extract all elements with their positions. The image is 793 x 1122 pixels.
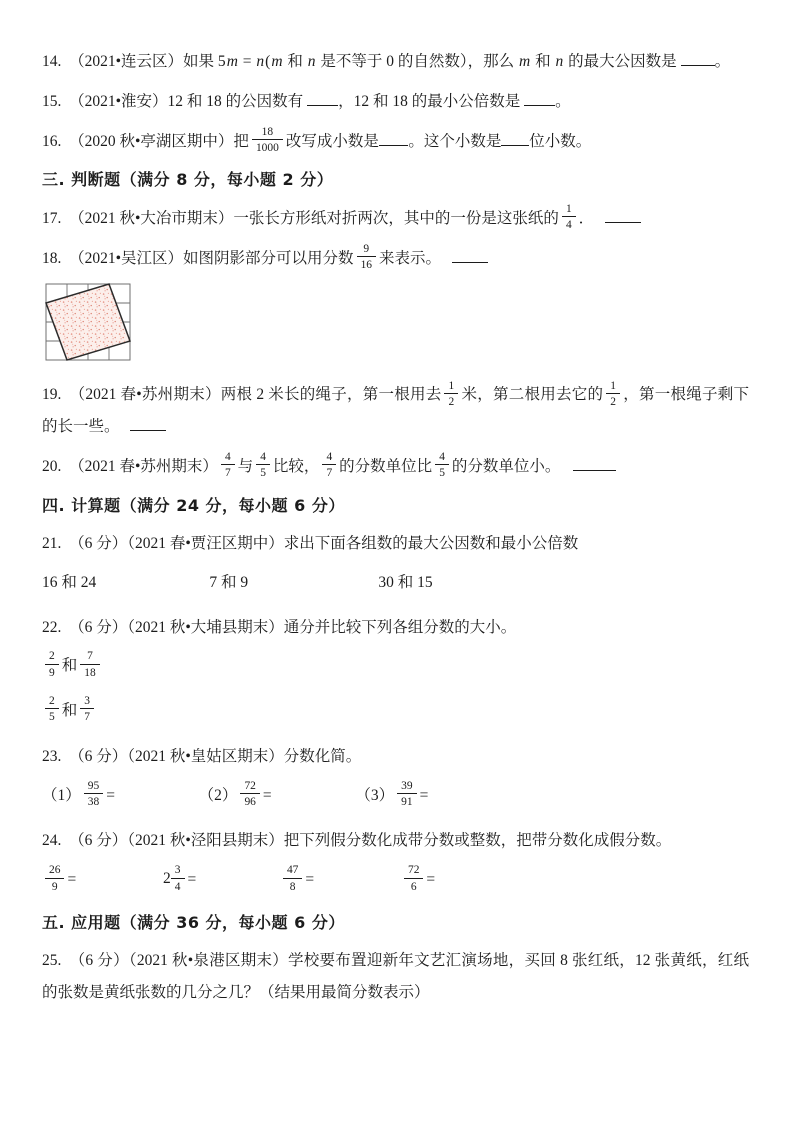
- fraction-denominator: 5: [439, 467, 445, 480]
- fraction-numerator: 3: [171, 863, 185, 878]
- grid-figure-svg: [44, 282, 132, 362]
- fraction: [322, 450, 336, 481]
- fraction-numerator: 39: [397, 779, 416, 794]
- math-variable: m: [271, 53, 283, 70]
- text-run: ，12 和 18 的最小公倍数是: [338, 92, 525, 110]
- text-run: 米，第二根用去它的: [461, 386, 604, 404]
- text-run: 。: [714, 53, 731, 70]
- spacer: [120, 430, 131, 431]
- fraction-denominator: 16: [360, 259, 373, 272]
- text-run: 16. （2020 秋•亭湖区期中）把: [42, 132, 249, 150]
- text-run: 16 和 24: [42, 574, 97, 592]
- fraction-numerator: 1: [562, 202, 576, 217]
- question-23-items: [42, 781, 749, 812]
- spacer: [96, 586, 209, 587]
- fraction-numerator: 7: [80, 649, 99, 664]
- fraction-denominator: 2: [448, 395, 455, 408]
- fraction: [221, 450, 235, 481]
- fraction-denominator: 7: [224, 467, 231, 480]
- text-run: 的分数单位比: [339, 457, 433, 475]
- text-run: =: [262, 786, 272, 804]
- text-run: ．: [578, 209, 595, 227]
- fraction: [435, 450, 449, 481]
- fraction-denominator: 5: [260, 467, 266, 480]
- spacer: [594, 222, 605, 223]
- fraction-denominator: 8: [289, 880, 296, 893]
- question-21: [42, 528, 749, 560]
- text-run: 来表示。: [379, 249, 442, 267]
- text-run: 五. 应用题（满分 36 分，每小题 6 分）: [42, 912, 345, 932]
- text-run: =: [426, 871, 436, 889]
- fraction: [45, 649, 59, 680]
- text-run: 三. 判断题（满分 8 分，每小题 2 分）: [42, 170, 334, 190]
- fraction-numerator: 95: [84, 779, 103, 794]
- question-19: [42, 379, 749, 443]
- text-run: 14. （2021•连云区）如果 5: [42, 53, 226, 70]
- question-14: [42, 46, 749, 78]
- text-run: 17. （2021 秋•大冶市期末）一张长方形纸对折两次，其中的一份是这张纸的: [42, 209, 559, 227]
- question-18: [42, 243, 749, 275]
- math-variable: n: [256, 53, 265, 70]
- question-21-items: [42, 568, 749, 597]
- fraction-numerator: 1: [606, 379, 620, 394]
- answer-blank: [452, 247, 488, 263]
- fraction-denominator: 1000: [255, 141, 279, 154]
- text-run: 7 和 9: [209, 574, 249, 592]
- question-24-items: [42, 865, 749, 896]
- fraction: [444, 379, 458, 410]
- fraction-numerator: 2: [45, 649, 59, 664]
- text-run: =: [67, 871, 77, 889]
- question-20: [42, 451, 749, 483]
- fraction-numerator: 2: [45, 694, 59, 709]
- text-run: 是不等于 0 的自然数），那么: [316, 53, 519, 70]
- fraction-numerator: 3: [80, 694, 94, 709]
- spacer: [196, 883, 280, 884]
- math-variable: m: [519, 53, 531, 70]
- text-run: 23. （6 分）（2021 秋•皇姑区期末）分数化简。: [42, 747, 362, 765]
- section-3-heading: [42, 167, 749, 193]
- text-run: （2）: [198, 786, 238, 804]
- fraction: [84, 779, 103, 810]
- text-run: =: [305, 871, 315, 889]
- section-4-heading: [42, 493, 749, 519]
- fraction: [252, 125, 283, 156]
- answer-blank: [573, 455, 616, 471]
- document-body: [42, 46, 749, 1009]
- text-run: =: [106, 786, 115, 804]
- fraction-denominator: 96: [244, 796, 256, 809]
- text-run: 24. （6 分）（2021 秋•泾阳县期末）把下列假分数化成带分数或整数，把带分数化成假分数。: [42, 832, 672, 850]
- answer-blank: [379, 130, 408, 146]
- text-run: 和: [283, 53, 307, 70]
- text-run: (: [265, 53, 271, 70]
- fraction: [606, 379, 620, 410]
- fraction-numerator: 1: [444, 379, 458, 394]
- fraction-denominator: 2: [610, 395, 616, 408]
- question-22-pair-1: [42, 651, 749, 682]
- fraction: [256, 450, 270, 481]
- text-run: =: [419, 786, 429, 804]
- fraction-denominator: 91: [401, 796, 413, 809]
- text-run: =: [238, 53, 256, 70]
- fraction-denominator: 9: [49, 666, 55, 679]
- spacer: [560, 470, 572, 471]
- question-17: [42, 203, 749, 235]
- fraction: [397, 779, 416, 810]
- spacer: [272, 799, 356, 800]
- fraction: [283, 863, 302, 894]
- fraction: [240, 779, 259, 810]
- text-run: 30 和 15: [378, 574, 433, 592]
- fraction-numerator: 9: [357, 242, 376, 257]
- fraction-numerator: 26: [45, 863, 64, 878]
- text-run: （1）: [42, 786, 81, 804]
- text-run: 21. （6 分）（2021 春•贾汪区期中）求出下面各组数的最大公因数和最小公倍数: [42, 535, 579, 553]
- question-15: [42, 86, 749, 118]
- mixed-number-whole: 2: [163, 869, 171, 887]
- text-run: 与: [237, 457, 254, 475]
- fraction-denominator: 5: [49, 711, 55, 724]
- text-run: 25. （6 分）（2021 秋•泉港区期末）学校要布置迎新年文艺汇演场地，买回 8 张红纸，12 张黄纸，红纸的张数是黄纸张数的几分之几？（结果用最简分数表示）: [42, 952, 749, 1002]
- text-run: 和: [61, 702, 78, 720]
- fraction: [562, 202, 576, 233]
- question-25: [42, 945, 749, 1009]
- fraction: [171, 863, 185, 894]
- text-run: 。这个小数是: [408, 132, 502, 150]
- text-run: ，第一根绳子剩下的长一些。: [42, 386, 749, 436]
- answer-blank: [524, 90, 555, 106]
- fraction-denominator: 9: [51, 880, 58, 893]
- fraction-numerator: 72: [240, 779, 259, 794]
- text-run: 和: [531, 53, 555, 70]
- math-variable: n: [555, 53, 564, 70]
- fraction-denominator: 4: [565, 219, 572, 232]
- text-run: 15. （2021•淮安）12 和 18 的公因数有: [42, 92, 308, 110]
- answer-blank: [681, 50, 715, 66]
- fraction-numerator: 18: [252, 125, 283, 140]
- question-18-figure: [44, 282, 749, 367]
- spacer: [115, 799, 199, 800]
- fraction-numerator: 72: [404, 863, 423, 878]
- text-run: 20. （2021 春•苏州期末）: [42, 457, 218, 475]
- text-run: 的最大公因数是: [564, 53, 681, 70]
- text-run: 位小数。: [529, 132, 592, 150]
- spacer: [441, 262, 452, 263]
- fraction: [404, 863, 423, 894]
- text-run: 。: [555, 92, 571, 110]
- answer-blank: [605, 207, 641, 223]
- math-variable: m: [226, 53, 238, 70]
- question-16: [42, 126, 749, 158]
- spacer: [248, 586, 378, 587]
- question-22: [42, 612, 749, 644]
- text-run: 19. （2021 春•苏州期末）两根 2 米长的绳子，第一根用去: [42, 386, 442, 404]
- fraction-numerator: 4: [221, 450, 235, 465]
- fraction-denominator: 7: [84, 711, 90, 724]
- math-variable: n: [307, 53, 316, 70]
- mixed-number: [163, 865, 187, 896]
- fraction-numerator: 4: [322, 450, 336, 465]
- answer-blank: [130, 415, 166, 431]
- section-5-heading: [42, 910, 749, 936]
- text-run: 改写成小数是: [285, 132, 379, 150]
- text-run: 和: [61, 657, 78, 675]
- text-run: 22. （6 分）（2021 秋•大埔县期末）通分并比较下列各组分数的大小。: [42, 618, 517, 636]
- fraction-denominator: 7: [326, 467, 333, 480]
- fraction-numerator: 4: [435, 450, 449, 465]
- fraction-numerator: 47: [283, 863, 302, 878]
- question-22-pair-2: [42, 696, 749, 727]
- answer-blank: [501, 130, 529, 146]
- spacer: [314, 883, 401, 884]
- fraction: [45, 863, 64, 894]
- question-23: [42, 741, 749, 773]
- text-run: （3）: [355, 786, 395, 804]
- fraction: [45, 694, 59, 725]
- fraction: [80, 649, 99, 680]
- fraction-denominator: 18: [84, 666, 96, 679]
- answer-blank: [307, 90, 338, 106]
- text-run: 比较，: [272, 457, 320, 475]
- question-24: [42, 825, 749, 857]
- text-run: 四. 计算题（满分 24 分，每小题 6 分）: [42, 495, 345, 515]
- fraction-denominator: 38: [87, 796, 100, 809]
- fraction-denominator: 4: [174, 880, 181, 893]
- shaded-tilted-square: [46, 284, 130, 360]
- fraction-numerator: 4: [256, 450, 270, 465]
- text-run: =: [187, 871, 197, 889]
- text-run: 的分数单位小。: [451, 457, 561, 475]
- fraction: [80, 694, 94, 725]
- fraction-denominator: 6: [410, 880, 417, 893]
- text-run: 18. （2021•吴江区）如图阴影部分可以用分数: [42, 249, 354, 267]
- fraction: [357, 242, 376, 273]
- spacer: [76, 883, 163, 884]
